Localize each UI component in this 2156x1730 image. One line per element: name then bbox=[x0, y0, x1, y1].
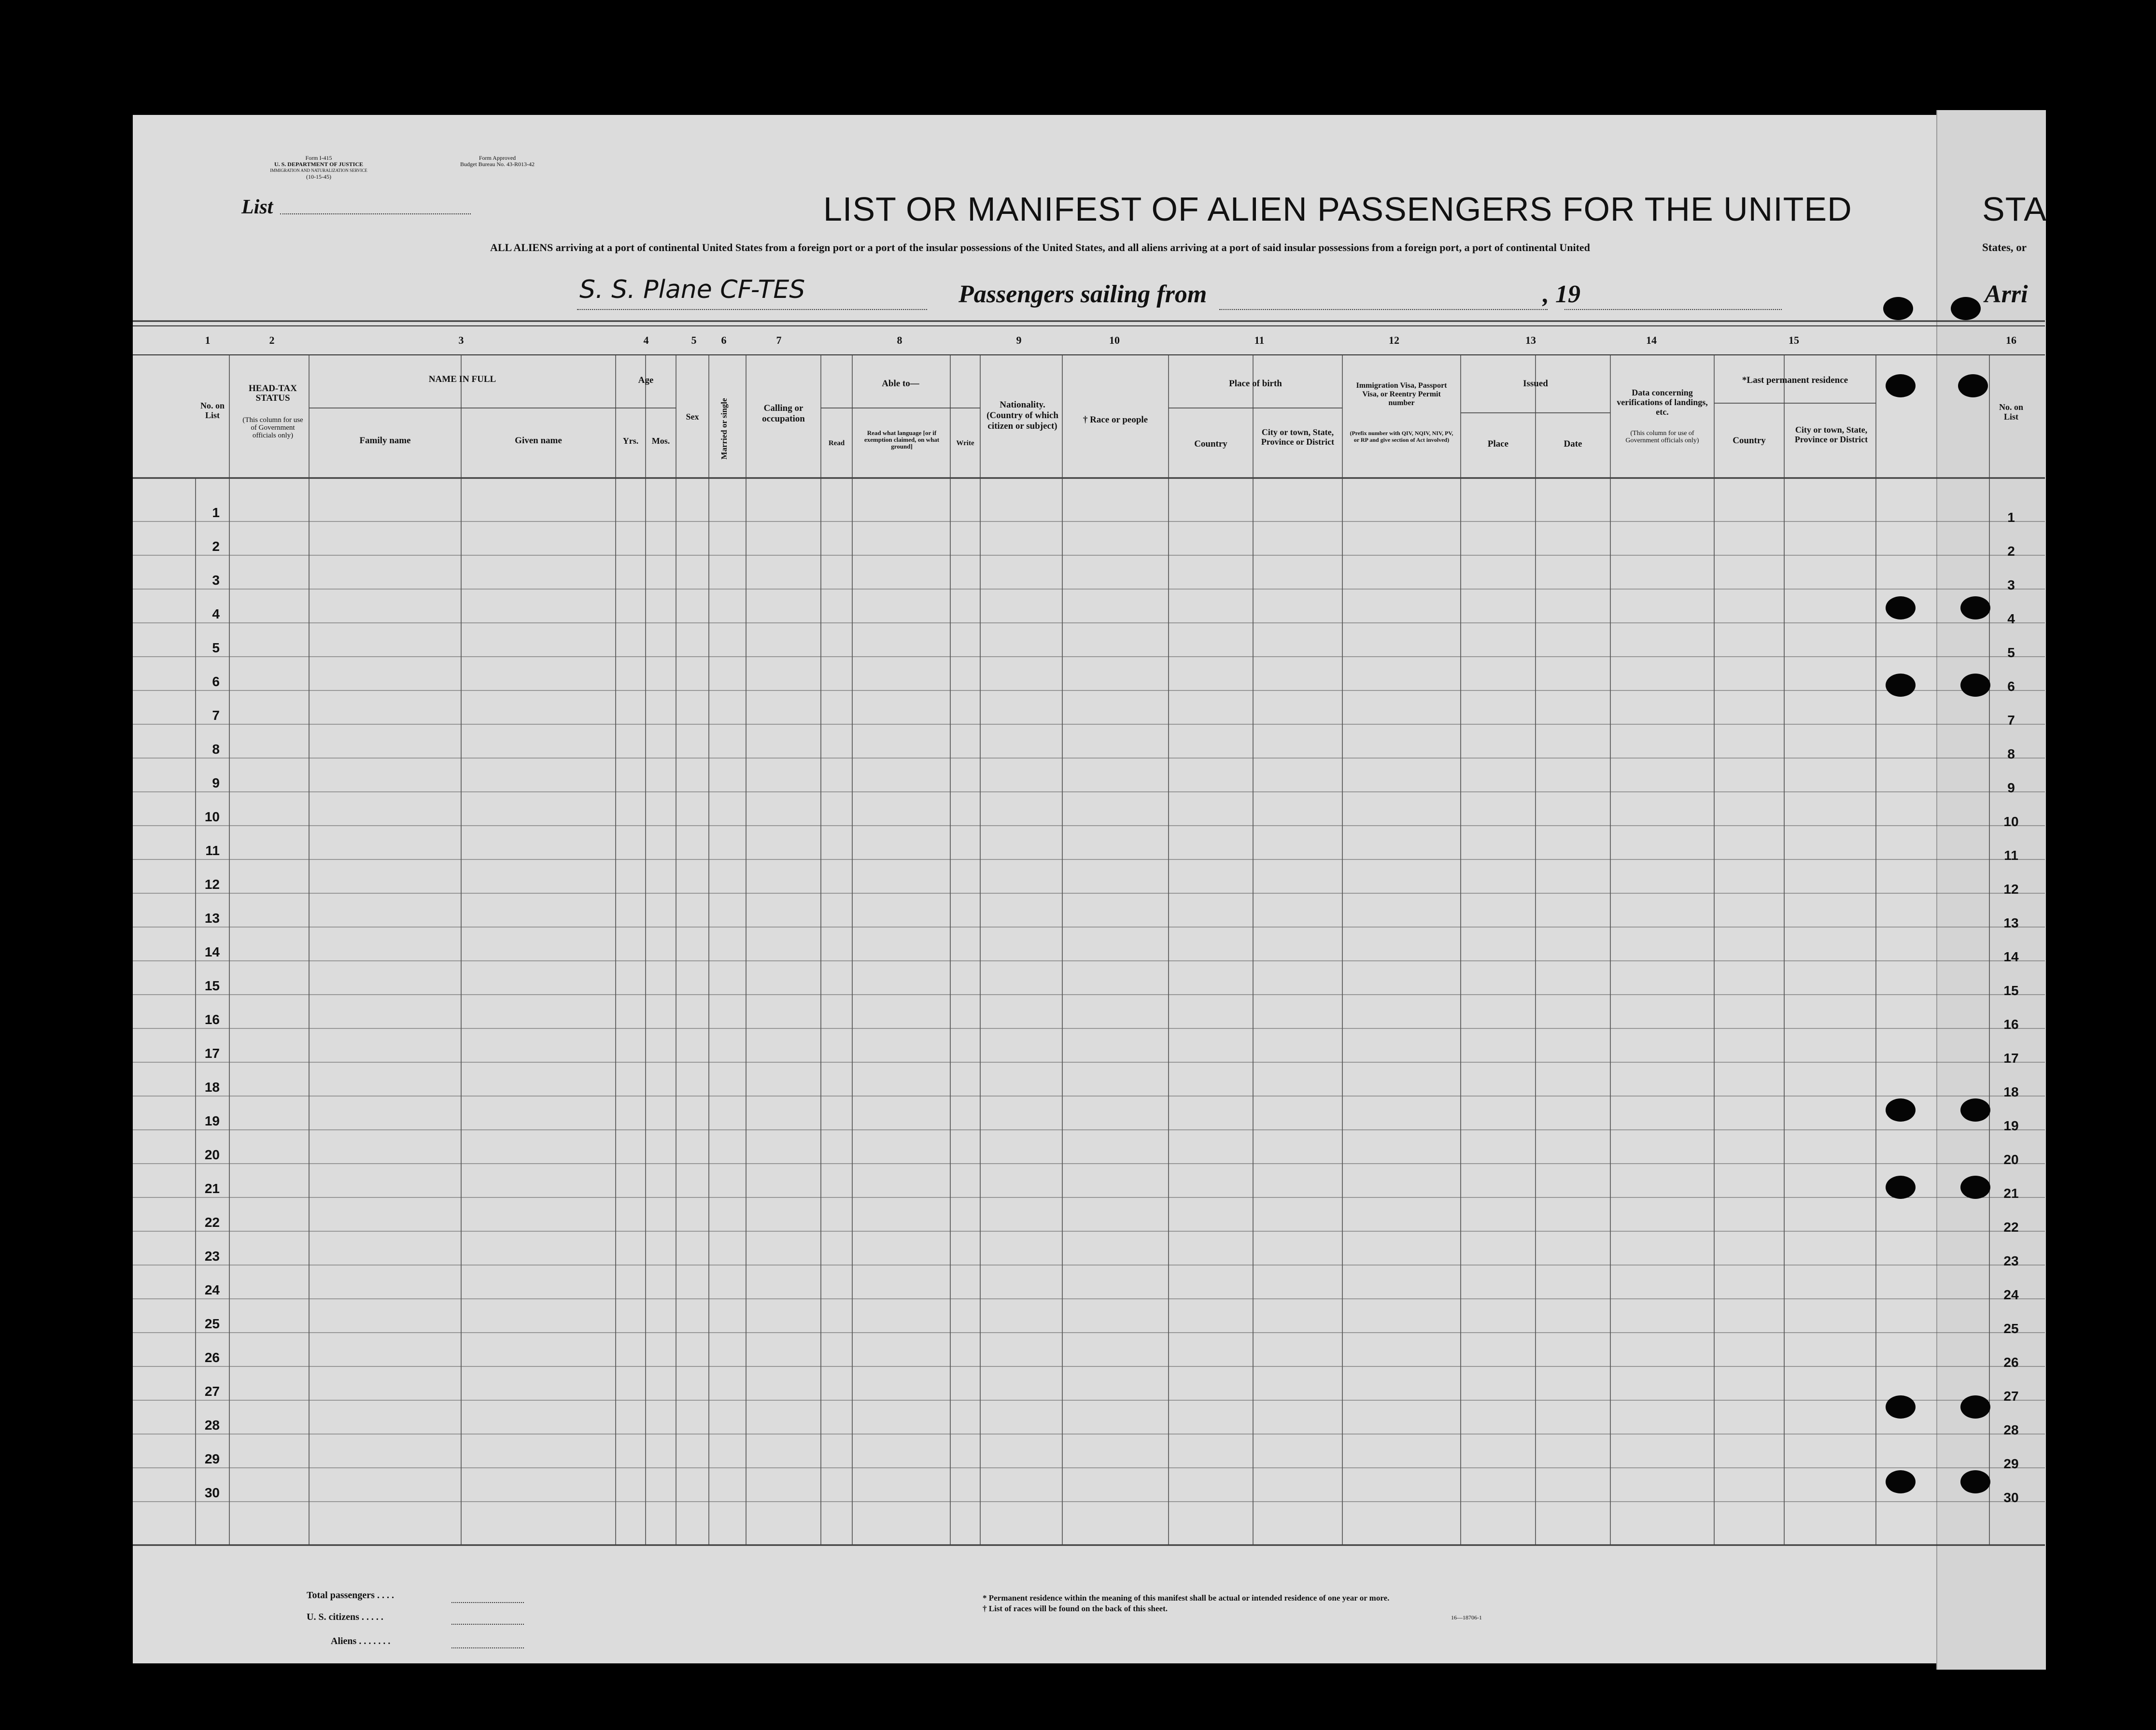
row-number-right: 28 bbox=[2003, 1422, 2019, 1437]
row-number-right: 26 bbox=[2003, 1355, 2019, 1370]
row-number-right: 25 bbox=[2003, 1321, 2019, 1336]
header-no-on-list-right: No. on List bbox=[1999, 402, 2023, 422]
row-number: 7 bbox=[212, 708, 220, 723]
form-approved: Form Approved bbox=[479, 155, 516, 161]
header-birth-city: City or town, State, Province or District bbox=[1261, 427, 1335, 447]
row-number: 17 bbox=[204, 1046, 220, 1061]
header-given-name: Given name bbox=[515, 436, 562, 446]
row-number-right: 13 bbox=[2003, 915, 2019, 930]
punch-hole bbox=[1883, 297, 1913, 320]
col-num-1: 1 bbox=[205, 334, 211, 346]
total-passengers-label: Total passengers . . . . bbox=[307, 1590, 394, 1601]
header-visa-note: (Prefix number with QIV, NQIV, NIV, PV, or RP and give section of Act involved) bbox=[1350, 430, 1453, 443]
row-number-right: 17 bbox=[2003, 1051, 2019, 1066]
punch-hole bbox=[1886, 1395, 1916, 1419]
row-number-right: 15 bbox=[2003, 983, 2019, 998]
arriving-label: Arri bbox=[1985, 281, 2028, 308]
row-number-right: 16 bbox=[2003, 1017, 2019, 1032]
budget-number: Budget Bureau No. 43-R013-42 bbox=[460, 161, 535, 168]
col-num-7: 7 bbox=[776, 334, 782, 346]
row-number-right: 23 bbox=[2003, 1253, 2019, 1268]
punch-hole bbox=[1960, 1395, 1990, 1419]
punch-hole bbox=[1960, 1098, 1990, 1122]
department: U. S. DEPARTMENT OF JUSTICE bbox=[274, 161, 364, 168]
page-title-continued: STA bbox=[1982, 190, 2047, 228]
row-number-right: 21 bbox=[2003, 1186, 2019, 1201]
punch-hole bbox=[1886, 374, 1916, 397]
row-number: 6 bbox=[212, 674, 220, 689]
row-number-right: 30 bbox=[2003, 1490, 2019, 1505]
header-visa: Immigration Visa, Passport Visa, or Reentry Permit number bbox=[1356, 381, 1447, 407]
col-num-8: 8 bbox=[897, 334, 902, 346]
punch-hole bbox=[1951, 297, 1981, 320]
punch-hole bbox=[1886, 1098, 1916, 1122]
header-verifications-note: (This column for use of Government officials only) bbox=[1625, 430, 1699, 444]
punch-hole bbox=[1886, 674, 1916, 697]
row-number: 13 bbox=[204, 911, 220, 926]
header-no-on-list: No. on List bbox=[200, 401, 225, 420]
row-number: 28 bbox=[204, 1418, 220, 1433]
us-citizens-label: U. S. citizens . . . . . bbox=[307, 1612, 383, 1622]
punch-hole bbox=[1960, 674, 1990, 697]
col-num-2: 2 bbox=[269, 334, 275, 346]
row-number: 3 bbox=[212, 573, 220, 588]
row-number-right: 22 bbox=[2003, 1220, 2019, 1235]
header-head-tax-note: (This column for use of Government officials only) bbox=[242, 416, 303, 439]
header-issued-date: Date bbox=[1564, 439, 1582, 449]
col-num-13: 13 bbox=[1525, 334, 1536, 346]
row-number-right: 11 bbox=[2004, 848, 2018, 863]
row-number: 22 bbox=[204, 1215, 220, 1230]
row-number: 1 bbox=[212, 505, 220, 520]
row-number: 9 bbox=[212, 775, 220, 790]
aliens-field[interactable] bbox=[451, 1647, 524, 1648]
header-read-language: Read what language [or if exemption claimed, on what ground] bbox=[864, 429, 940, 450]
row-number-right: 7 bbox=[2007, 713, 2015, 728]
row-number: 20 bbox=[204, 1147, 220, 1162]
row-number-right: 12 bbox=[2003, 882, 2019, 897]
row-number: 14 bbox=[204, 944, 220, 959]
header-residence-city: City or town, State, Province or District bbox=[1794, 425, 1868, 444]
header-age-yrs: Yrs. bbox=[622, 436, 639, 446]
row-number: 27 bbox=[204, 1384, 220, 1399]
row-number: 23 bbox=[204, 1249, 220, 1264]
header-age-mos: Mos. bbox=[651, 436, 670, 446]
punch-hole bbox=[1960, 1470, 1990, 1493]
vessel-name-handwritten: S. S. Plane CF-TES bbox=[579, 275, 805, 304]
header-place-of-birth: Place of birth bbox=[1229, 379, 1282, 389]
row-number: 25 bbox=[204, 1316, 220, 1331]
print-code: 16—18706-1 bbox=[1451, 1614, 1482, 1621]
form-number: Form I-415 bbox=[305, 155, 332, 161]
row-number: 8 bbox=[212, 742, 220, 757]
form-date: (10-15-45) bbox=[306, 173, 331, 180]
page-subtitle: ALL ALIENS arriving at a port of continental United States from a foreign port or a port of the insular possessions of the United States, and all aliens arriving at a port of said insular possessions from a foreign port, a port of continental United bbox=[490, 241, 1590, 253]
col-num-14: 14 bbox=[1646, 334, 1657, 346]
row-number: 11 bbox=[205, 843, 220, 858]
col-num-3: 3 bbox=[458, 334, 464, 346]
col-num-15: 15 bbox=[1789, 334, 1799, 346]
row-number-right: 4 bbox=[2007, 611, 2015, 626]
row-number-right: 19 bbox=[2003, 1118, 2019, 1133]
header-verifications: Data concerning verifications of landings, etc. bbox=[1617, 388, 1708, 417]
row-number-right: 5 bbox=[2007, 645, 2015, 660]
punch-hole bbox=[1960, 596, 1990, 619]
header-family-name: Family name bbox=[359, 436, 411, 446]
service: IMMIGRATION AND NATURALIZATION SERVICE bbox=[270, 168, 367, 173]
row-number: 26 bbox=[204, 1350, 220, 1365]
col-num-10: 10 bbox=[1109, 334, 1120, 346]
col-num-12: 12 bbox=[1389, 334, 1399, 346]
row-number: 4 bbox=[212, 606, 220, 621]
header-last-residence: *Last permanent residence bbox=[1742, 375, 1848, 385]
col-num-11: 11 bbox=[1254, 334, 1265, 346]
col-num-9: 9 bbox=[1016, 334, 1022, 346]
punch-hole bbox=[1886, 1176, 1916, 1199]
punch-hole bbox=[1960, 1176, 1990, 1199]
row-number: 10 bbox=[204, 809, 220, 824]
page-title: LIST OR MANIFEST OF ALIEN PASSENGERS FOR THE UNITED bbox=[823, 190, 1852, 228]
header-married: Married or single bbox=[719, 398, 729, 460]
col-num-16: 16 bbox=[2006, 334, 2016, 346]
header-nationality: Nationality. (Country of which citizen or subject) bbox=[986, 400, 1058, 431]
header-residence-country: Country bbox=[1733, 436, 1766, 446]
header-sex: Sex bbox=[686, 412, 699, 422]
row-number: 21 bbox=[204, 1181, 220, 1196]
row-number-right: 6 bbox=[2007, 679, 2015, 694]
row-number: 24 bbox=[204, 1282, 220, 1297]
page-subtitle-continued: States, or bbox=[1982, 241, 2027, 253]
list-label: List bbox=[241, 196, 273, 218]
aliens-label: Aliens . . . . . . . bbox=[331, 1636, 391, 1646]
row-number: 29 bbox=[204, 1451, 220, 1466]
row-number: 19 bbox=[204, 1113, 220, 1128]
col-num-5: 5 bbox=[691, 334, 697, 346]
row-number-right: 27 bbox=[2003, 1389, 2019, 1404]
col-num-6: 6 bbox=[721, 334, 727, 346]
header-issued: Issued bbox=[1523, 379, 1548, 389]
row-number: 5 bbox=[212, 640, 220, 655]
punch-hole bbox=[1958, 374, 1988, 397]
row-number-right: 8 bbox=[2007, 746, 2015, 761]
footnote-residence: * Permanent residence within the meaning of this manifest shall be actual or intended residence of one year or more. bbox=[983, 1593, 1390, 1603]
row-number-right: 24 bbox=[2003, 1287, 2019, 1302]
row-number-right: 1 bbox=[2007, 510, 2015, 525]
row-number-right: 14 bbox=[2003, 949, 2019, 964]
col-num-4: 4 bbox=[643, 334, 649, 346]
row-number: 18 bbox=[204, 1080, 220, 1095]
total-passengers-field[interactable] bbox=[451, 1602, 524, 1603]
header-head-tax: HEAD-TAX STATUS bbox=[249, 383, 297, 403]
header-able-to: Able to— bbox=[882, 379, 919, 389]
row-number-right: 20 bbox=[2003, 1152, 2019, 1167]
header-read: Read bbox=[828, 439, 845, 447]
row-number-right: 9 bbox=[2007, 780, 2015, 795]
year-prefix: , 19 bbox=[1543, 281, 1580, 308]
header-issued-place: Place bbox=[1487, 439, 1509, 449]
row-number-right: 18 bbox=[2003, 1084, 2019, 1099]
row-number: 15 bbox=[204, 978, 220, 993]
header-write: Write bbox=[956, 439, 974, 447]
punch-hole bbox=[1886, 1470, 1916, 1493]
header-name-in-full: NAME IN FULL bbox=[428, 374, 496, 384]
row-number: 2 bbox=[212, 539, 220, 554]
header-age: Age bbox=[638, 375, 654, 385]
row-number: 30 bbox=[204, 1485, 220, 1500]
footnote-races: † List of races will be found on the back of this sheet. bbox=[983, 1604, 1168, 1613]
us-citizens-field[interactable] bbox=[451, 1624, 524, 1625]
row-number: 16 bbox=[204, 1012, 220, 1027]
sailing-from-label: Passengers sailing from bbox=[958, 281, 1207, 308]
header-occupation: Calling or occupation bbox=[762, 403, 805, 424]
header-birth-country: Country bbox=[1194, 439, 1227, 449]
row-number: 12 bbox=[204, 877, 220, 892]
row-number-right: 3 bbox=[2007, 577, 2015, 592]
row-number-right: 2 bbox=[2007, 544, 2015, 559]
header-race: † Race or people bbox=[1083, 415, 1148, 425]
row-number-right: 10 bbox=[2003, 814, 2019, 829]
punch-hole bbox=[1886, 596, 1916, 619]
row-number-right: 29 bbox=[2003, 1456, 2019, 1471]
